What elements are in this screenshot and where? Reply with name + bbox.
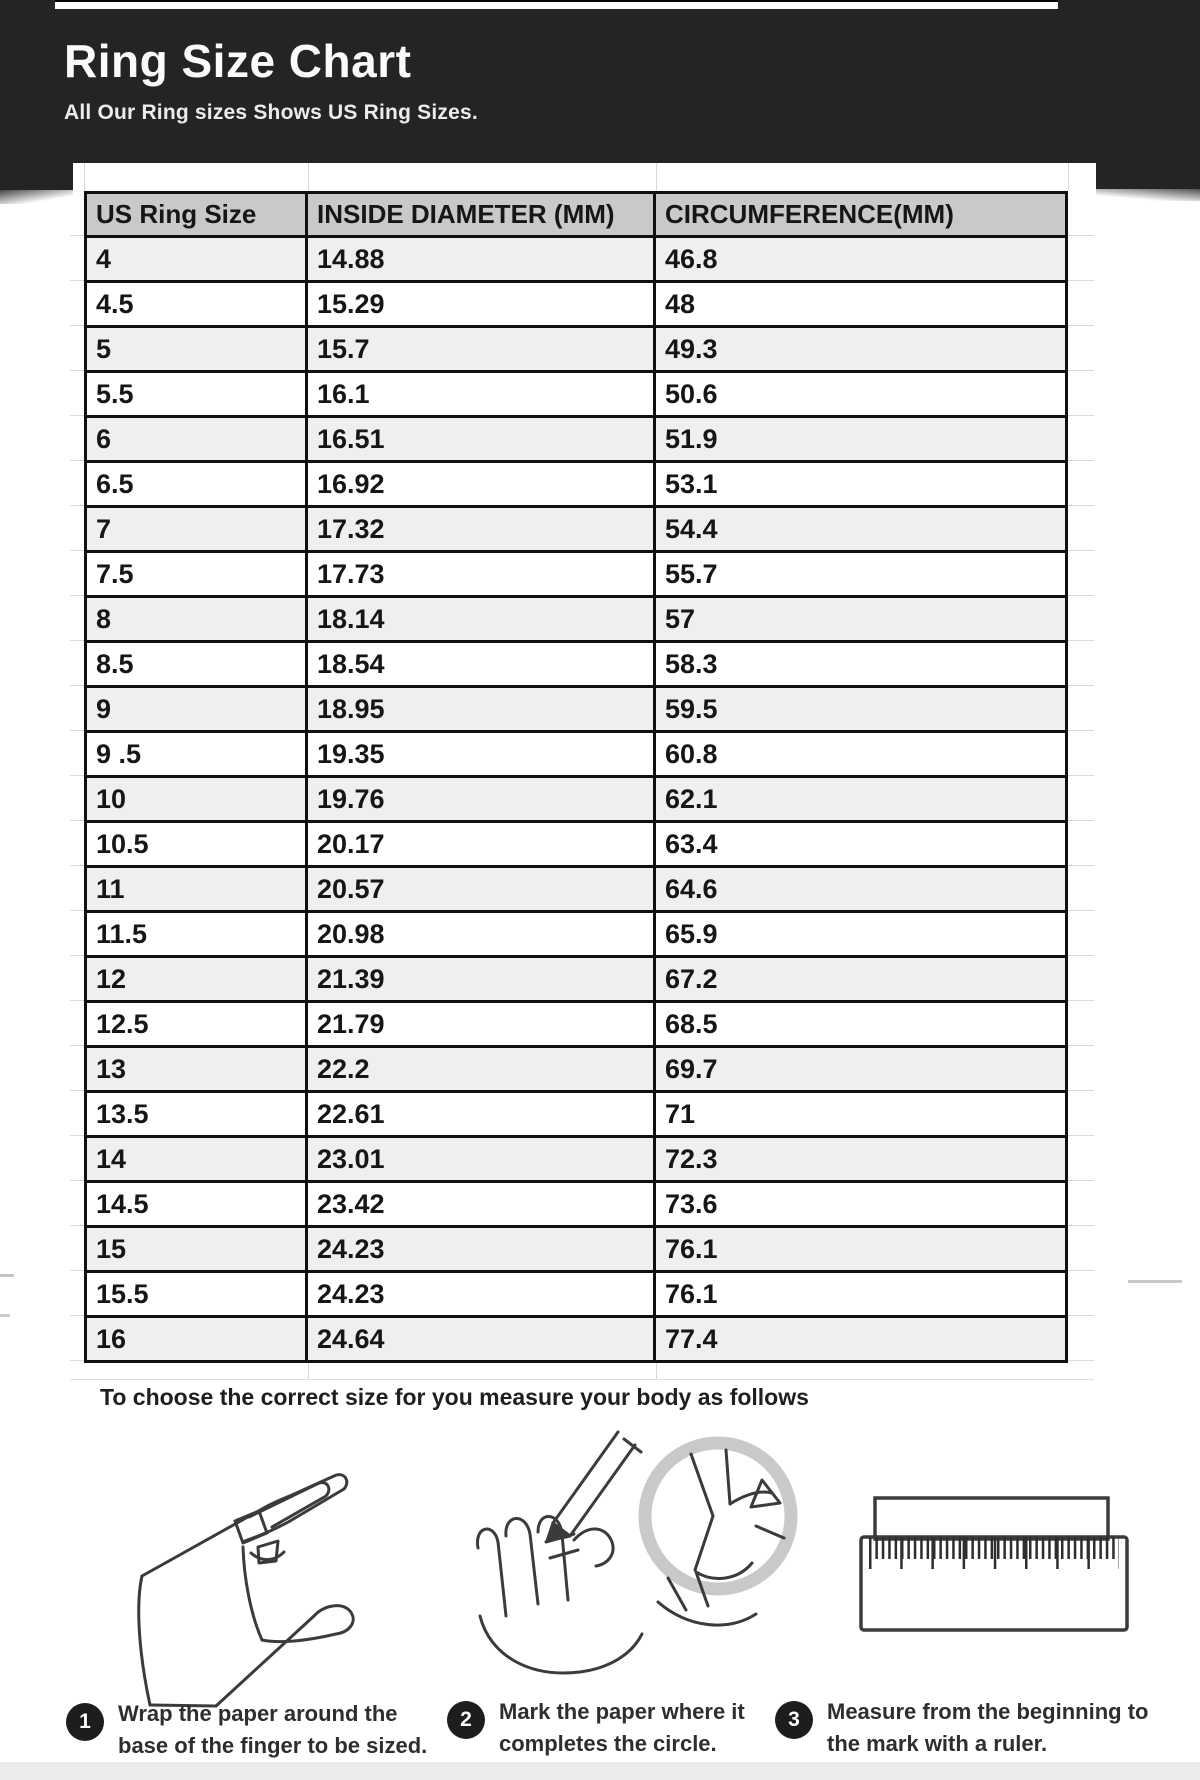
table-row	[87, 643, 1065, 688]
table-row	[87, 823, 1065, 868]
table-cell: 9 .5	[87, 733, 308, 775]
table-cell: 20.57	[308, 868, 656, 910]
table-row	[87, 373, 1065, 418]
table-row	[87, 328, 1065, 373]
step-1-caption	[118, 1698, 427, 1762]
table-row	[87, 688, 1065, 733]
measure-instructions-heading: To choose the correct size for you measure your body as follows	[100, 1384, 809, 1410]
step-1-line1: Wrap the paper around the	[118, 1701, 398, 1726]
table-cell: 46.8	[656, 238, 1065, 280]
step-2-line1: Mark the paper where it	[499, 1699, 745, 1724]
step-1-line2: base of the finger to be sized.	[118, 1733, 428, 1758]
step-1-badge: 1	[66, 1703, 104, 1741]
table-row	[87, 1003, 1065, 1048]
gridline	[308, 1361, 309, 1379]
gridline	[656, 163, 657, 191]
table-cell: 12	[87, 958, 308, 1000]
table-cell: 24.23	[308, 1273, 656, 1315]
bottom-edge-strip	[0, 1762, 1200, 1780]
table-cell: 14.88	[308, 238, 656, 280]
table-cell: 4.5	[87, 283, 308, 325]
table-cell: 53.1	[656, 463, 1065, 505]
table-cell: 18.54	[308, 643, 656, 685]
magnifier-ring-icon	[645, 1443, 791, 1589]
table-cell: 4	[87, 238, 308, 280]
banner-top-strip	[55, 2, 1058, 9]
table-row	[87, 418, 1065, 463]
table-cell: 18.95	[308, 688, 656, 730]
column-header-us-ring-size: US Ring Size	[87, 194, 308, 235]
table-row	[87, 733, 1065, 778]
gridline	[70, 1379, 1094, 1380]
table-cell: 54.4	[656, 508, 1065, 550]
table-row	[87, 508, 1065, 553]
table-body	[87, 238, 1065, 1360]
scan-artifact	[1128, 1280, 1182, 1283]
table-row	[87, 1093, 1065, 1138]
table-row	[87, 1183, 1065, 1228]
table-row	[87, 598, 1065, 643]
mark-paper-icon	[450, 1420, 810, 1690]
table-row	[87, 1138, 1065, 1183]
table-cell: 19.76	[308, 778, 656, 820]
table-cell: 49.3	[656, 328, 1065, 370]
table-cell: 63.4	[656, 823, 1065, 865]
ruler-illustration	[845, 1485, 1140, 1640]
table-cell: 76.1	[656, 1228, 1065, 1270]
table-cell: 6.5	[87, 463, 308, 505]
scan-artifact	[0, 1274, 14, 1277]
table-cell: 13.5	[87, 1093, 308, 1135]
table-cell: 13	[87, 1048, 308, 1090]
table-cell: 76.1	[656, 1273, 1065, 1315]
table-cell: 20.17	[308, 823, 656, 865]
banner-notch-left	[0, 163, 73, 190]
table-cell: 50.6	[656, 373, 1065, 415]
table-row	[87, 1273, 1065, 1318]
table-cell: 23.01	[308, 1138, 656, 1180]
gridline	[84, 163, 85, 191]
table-cell: 71	[656, 1093, 1065, 1135]
step-3-line1: Measure from the beginning to	[827, 1699, 1149, 1724]
table-cell: 19.35	[308, 733, 656, 775]
table-cell: 11.5	[87, 913, 308, 955]
step-3-caption	[827, 1696, 1148, 1760]
table-cell: 59.5	[656, 688, 1065, 730]
gridline	[1068, 163, 1069, 191]
table-cell: 14	[87, 1138, 308, 1180]
table-cell: 15.5	[87, 1273, 308, 1315]
table-cell: 16.92	[308, 463, 656, 505]
table-cell: 15	[87, 1228, 308, 1270]
table-cell: 14.5	[87, 1183, 308, 1225]
table-cell: 22.2	[308, 1048, 656, 1090]
gridline-gutter-right	[1068, 191, 1094, 1363]
table-cell: 55.7	[656, 553, 1065, 595]
table-cell: 11	[87, 868, 308, 910]
table-row	[87, 553, 1065, 598]
table-cell: 10.5	[87, 823, 308, 865]
hand-paper-icon	[112, 1455, 367, 1710]
step-3-line2: the mark with a ruler.	[827, 1731, 1048, 1756]
table-row	[87, 913, 1065, 958]
table-row	[87, 238, 1065, 283]
table-row	[87, 283, 1065, 328]
table-cell: 65.9	[656, 913, 1065, 955]
table-cell: 8.5	[87, 643, 308, 685]
table-cell: 6	[87, 418, 308, 460]
table-cell: 72.3	[656, 1138, 1065, 1180]
table-cell: 15.29	[308, 283, 656, 325]
table-cell: 5.5	[87, 373, 308, 415]
table-cell: 5	[87, 328, 308, 370]
table-cell: 7.5	[87, 553, 308, 595]
gridline	[308, 163, 309, 191]
table-cell: 51.9	[656, 418, 1065, 460]
table-cell: 69.7	[656, 1048, 1065, 1090]
table-cell: 23.42	[308, 1183, 656, 1225]
hand-with-paper-illustration	[112, 1455, 367, 1710]
banner-notch-left-fade	[0, 190, 73, 204]
table-cell: 60.8	[656, 733, 1065, 775]
table-cell: 7	[87, 508, 308, 550]
banner-notch-right	[1096, 163, 1200, 189]
column-header-circumference: CIRCUMFERENCE(MM)	[656, 194, 1065, 235]
step-2-line2: completes the circle.	[499, 1731, 717, 1756]
table-cell: 9	[87, 688, 308, 730]
scan-artifact	[0, 1314, 10, 1317]
table-cell: 16	[87, 1318, 308, 1360]
table-row	[87, 958, 1065, 1003]
table-cell: 73.6	[656, 1183, 1065, 1225]
table-cell: 77.4	[656, 1318, 1065, 1360]
page-subtitle: All Our Ring sizes Shows US Ring Sizes.	[64, 101, 478, 124]
paper-strip-shape	[875, 1498, 1108, 1539]
table-row	[87, 1228, 1065, 1273]
table-row	[87, 1048, 1065, 1093]
table-cell: 24.64	[308, 1318, 656, 1360]
table-cell: 58.3	[656, 643, 1065, 685]
table-cell: 8	[87, 598, 308, 640]
table-cell: 57	[656, 598, 1065, 640]
table-header-row	[87, 194, 1065, 238]
table-cell: 48	[656, 283, 1065, 325]
table-cell: 17.73	[308, 553, 656, 595]
step-2-badge: 2	[447, 1701, 485, 1739]
table-cell: 12.5	[87, 1003, 308, 1045]
column-header-inside-diameter: INSIDE DIAMETER (MM)	[308, 194, 656, 235]
table-cell: 24.23	[308, 1228, 656, 1270]
table-row	[87, 463, 1065, 508]
table-cell: 22.61	[308, 1093, 656, 1135]
step-2-caption	[499, 1696, 745, 1760]
ruler-icon	[845, 1485, 1140, 1640]
page-title: Ring Size Chart	[64, 35, 412, 87]
table-cell: 20.98	[308, 913, 656, 955]
table-cell: 67.2	[656, 958, 1065, 1000]
table-cell: 17.32	[308, 508, 656, 550]
gridline-gutter-left	[70, 191, 84, 1363]
table-cell: 68.5	[656, 1003, 1065, 1045]
table-cell: 10	[87, 778, 308, 820]
mark-paper-illustration	[450, 1420, 810, 1690]
table-cell: 15.7	[308, 328, 656, 370]
banner-notch-right-fade	[1096, 189, 1200, 201]
table-row	[87, 1318, 1065, 1360]
table-cell: 62.1	[656, 778, 1065, 820]
table-cell: 64.6	[656, 868, 1065, 910]
table-cell: 21.79	[308, 1003, 656, 1045]
table-row	[87, 778, 1065, 823]
ring-size-table	[84, 191, 1068, 1363]
table-cell: 16.1	[308, 373, 656, 415]
table-cell: 21.39	[308, 958, 656, 1000]
table-row	[87, 868, 1065, 913]
table-cell: 16.51	[308, 418, 656, 460]
table-cell: 18.14	[308, 598, 656, 640]
step-3-badge: 3	[775, 1701, 813, 1739]
gridline	[656, 1361, 657, 1379]
